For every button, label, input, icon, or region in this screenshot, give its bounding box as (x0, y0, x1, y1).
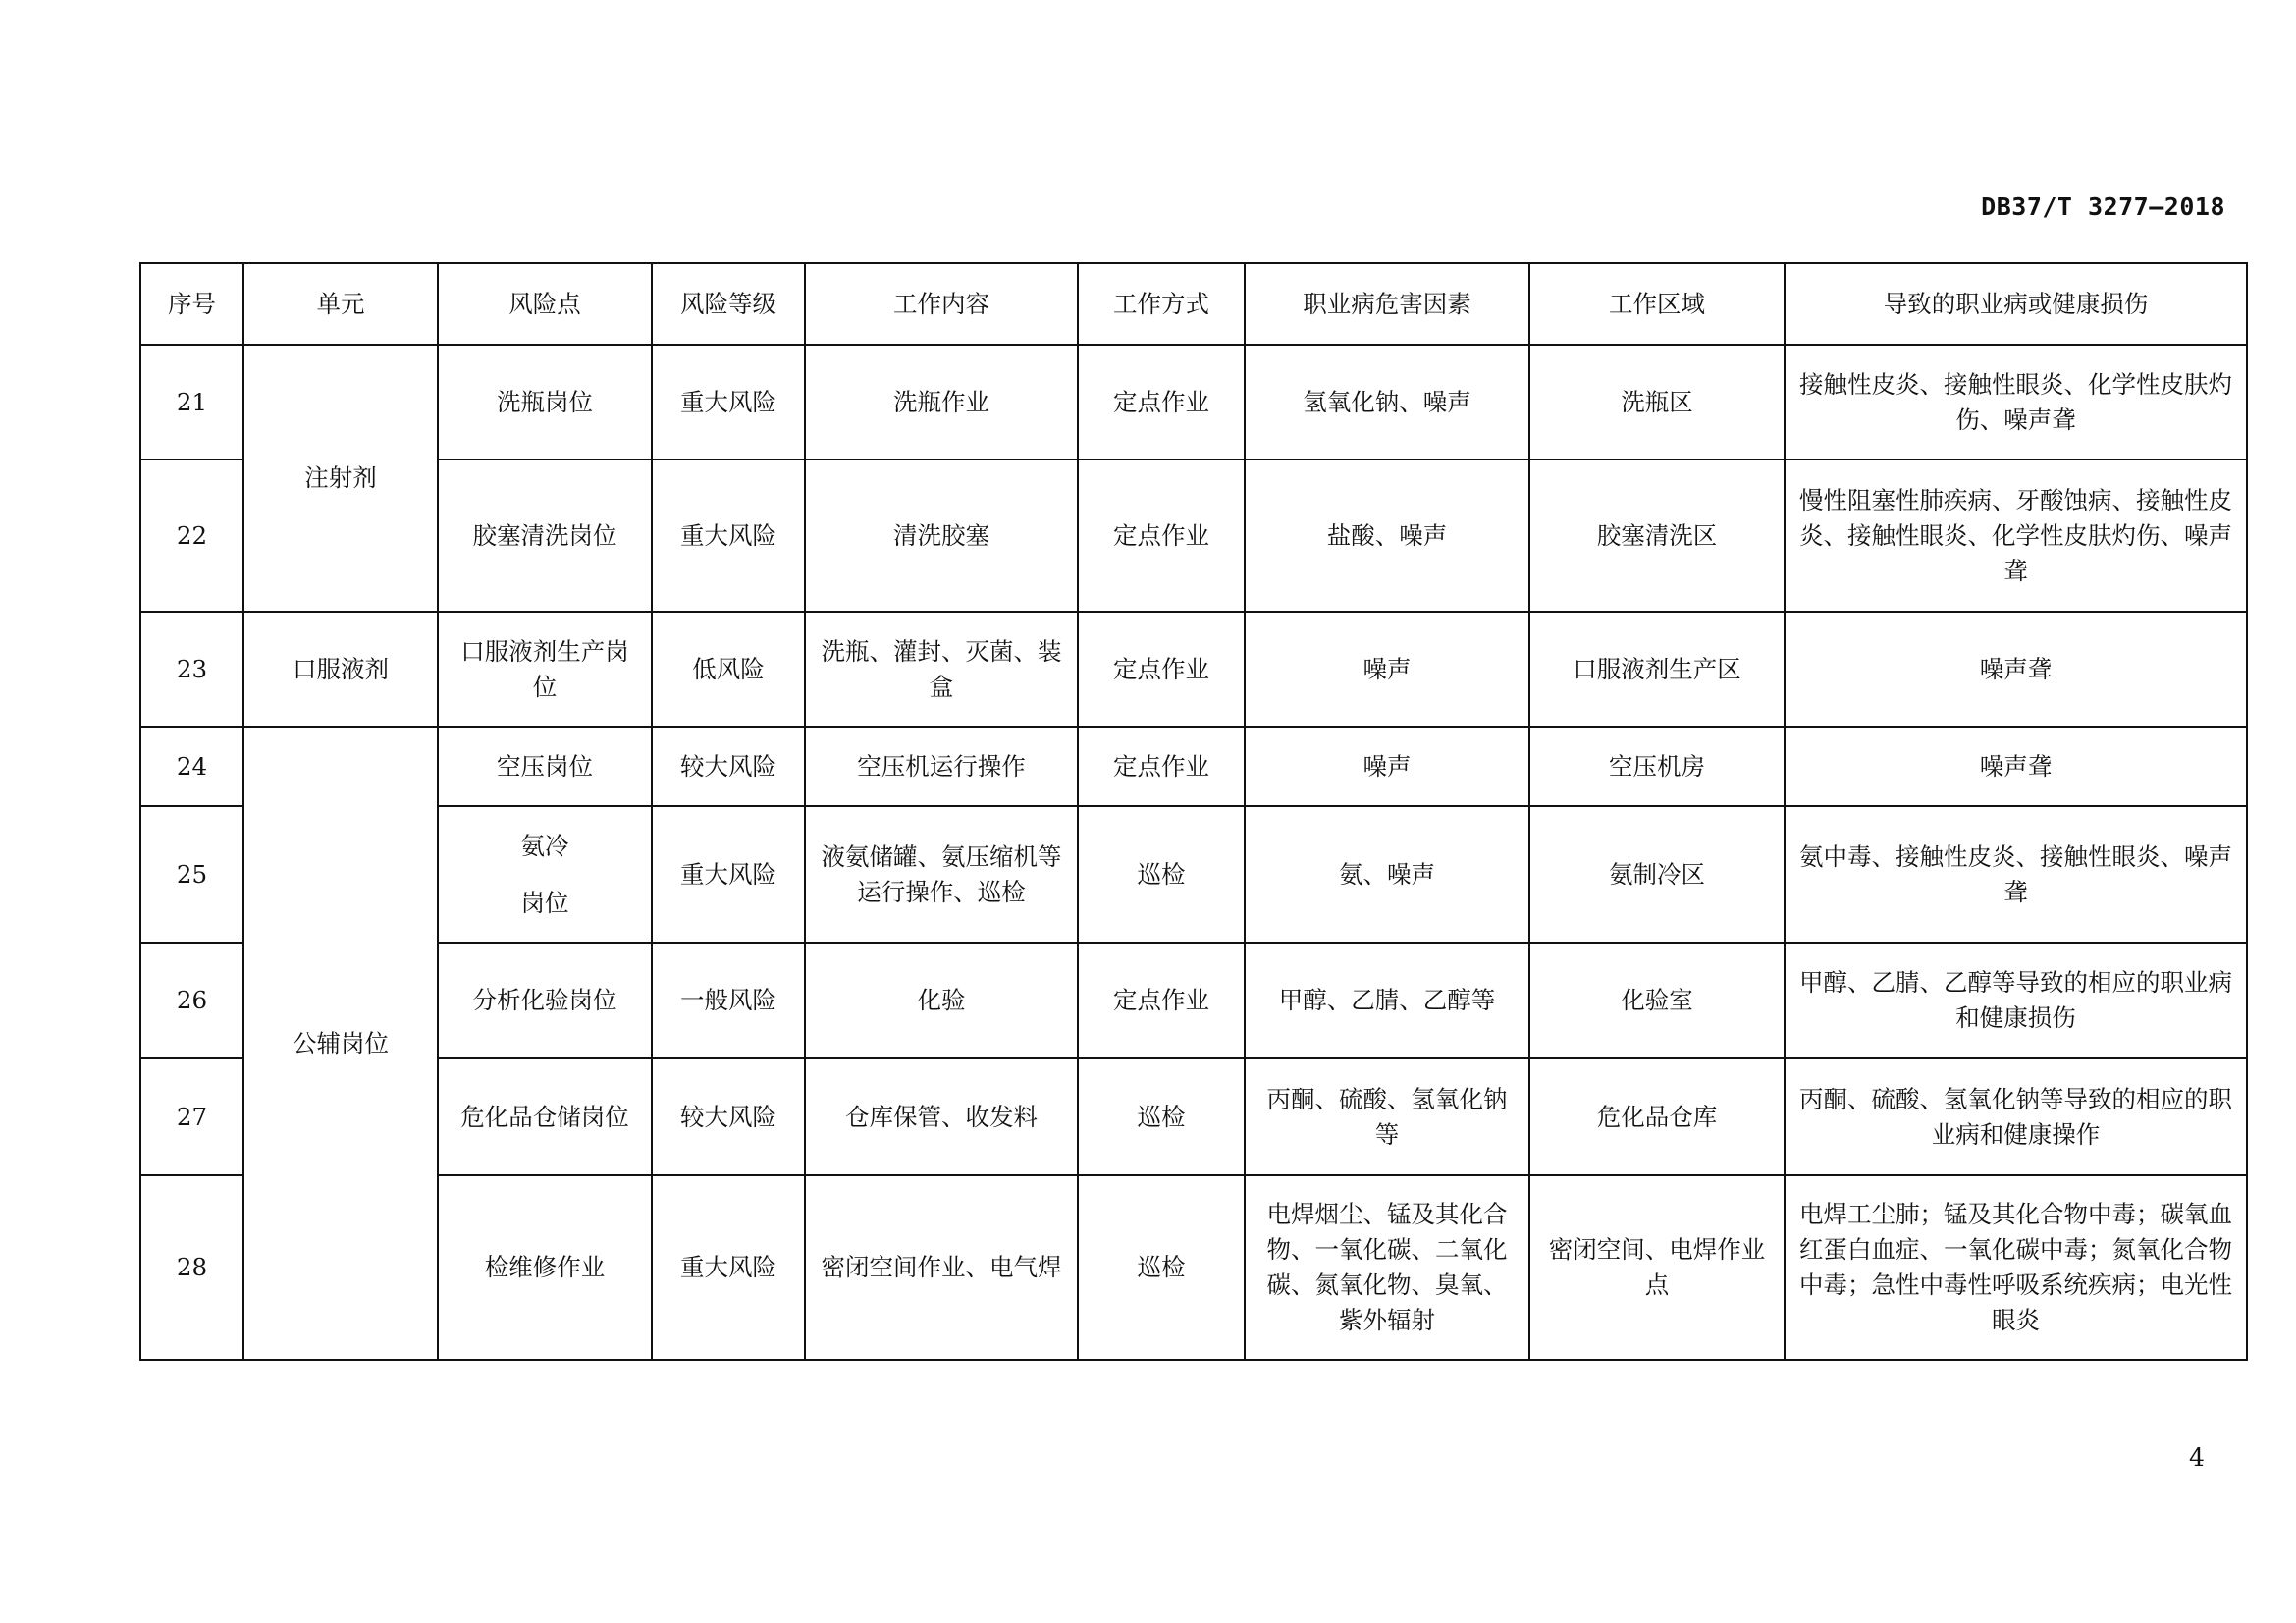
cell-unit: 注射剂 (243, 345, 438, 612)
cell-hazard: 电焊烟尘、锰及其化合物、一氧化碳、二氧化碳、氮氧化物、臭氧、紫外辐射 (1245, 1175, 1529, 1360)
cell-no: 25 (140, 806, 243, 943)
cell-disease: 氨中毒、接触性皮炎、接触性眼炎、噪声聋 (1785, 806, 2247, 943)
cell-work-content: 洗瓶、灌封、灭菌、装盒 (805, 612, 1078, 727)
cell-no: 22 (140, 460, 243, 612)
cell-hazard: 氨、噪声 (1245, 806, 1529, 943)
risk-point-line-1: 氨冷 (520, 831, 569, 860)
cell-risk-point: 危化品仓储岗位 (438, 1058, 652, 1175)
cell-risk-point: 洗瓶岗位 (438, 345, 652, 460)
cell-no: 23 (140, 612, 243, 727)
cell-work-area: 口服液剂生产区 (1529, 612, 1785, 727)
page-number: 4 (2189, 1443, 2205, 1472)
cell-work-content: 液氨储罐、氨压缩机等运行操作、巡检 (805, 806, 1078, 943)
cell-hazard: 丙酮、硫酸、氢氧化钠等 (1245, 1058, 1529, 1175)
cell-work-content: 仓库保管、收发料 (805, 1058, 1078, 1175)
cell-risk-level: 重大风险 (652, 345, 805, 460)
cell-hazard: 氢氧化钠、噪声 (1245, 345, 1529, 460)
col-header-work-area: 工作区域 (1529, 263, 1785, 345)
cell-disease: 噪声聋 (1785, 612, 2247, 727)
cell-work-mode: 定点作业 (1078, 727, 1245, 806)
cell-risk-level: 较大风险 (652, 1058, 805, 1175)
risk-table (139, 262, 2248, 1361)
table-header-row (140, 263, 2247, 345)
cell-work-mode: 定点作业 (1078, 460, 1245, 612)
cell-work-mode: 巡检 (1078, 806, 1245, 943)
cell-work-area: 空压机房 (1529, 727, 1785, 806)
cell-work-content: 空压机运行操作 (805, 727, 1078, 806)
cell-hazard: 噪声 (1245, 727, 1529, 806)
col-header-risk-point: 风险点 (438, 263, 652, 345)
cell-disease: 电焊工尘肺；锰及其化合物中毒；碳氧血红蛋白血症、一氧化碳中毒；氮氧化合物中毒；急性中毒性呼吸系统疾病；电光性眼炎 (1785, 1175, 2247, 1360)
risk-point-line-2: 岗位 (520, 888, 569, 917)
cell-work-content: 化验 (805, 943, 1078, 1058)
cell-risk-level: 低风险 (652, 612, 805, 727)
table-row (140, 943, 2247, 1058)
cell-work-area: 洗瓶区 (1529, 345, 1785, 460)
cell-risk-point: 检维修作业 (438, 1175, 652, 1360)
cell-work-mode: 定点作业 (1078, 345, 1245, 460)
col-header-work-content: 工作内容 (805, 263, 1078, 345)
cell-risk-point: 口服液剂生产岗位 (438, 612, 652, 727)
cell-disease: 接触性皮炎、接触性眼炎、化学性皮肤灼伤、噪声聋 (1785, 345, 2247, 460)
cell-work-content: 清洗胶塞 (805, 460, 1078, 612)
cell-work-area: 胶塞清洗区 (1529, 460, 1785, 612)
cell-unit: 公辅岗位 (243, 727, 438, 1360)
cell-hazard: 盐酸、噪声 (1245, 460, 1529, 612)
cell-hazard: 噪声 (1245, 612, 1529, 727)
table-row (140, 612, 2247, 727)
col-header-work-mode: 工作方式 (1078, 263, 1245, 345)
cell-no: 21 (140, 345, 243, 460)
cell-work-content: 密闭空间作业、电气焊 (805, 1175, 1078, 1360)
standard-code: DB37/T 3277—2018 (1981, 192, 2225, 221)
cell-work-mode: 定点作业 (1078, 943, 1245, 1058)
cell-work-content: 洗瓶作业 (805, 345, 1078, 460)
cell-risk-point (438, 806, 652, 943)
cell-unit: 口服液剂 (243, 612, 438, 727)
table-row (140, 1175, 2247, 1360)
cell-disease: 丙酮、硫酸、氢氧化钠等导致的相应的职业病和健康操作 (1785, 1058, 2247, 1175)
cell-risk-level: 较大风险 (652, 727, 805, 806)
cell-risk-point: 分析化验岗位 (438, 943, 652, 1058)
cell-work-mode: 巡检 (1078, 1058, 1245, 1175)
col-header-unit: 单元 (243, 263, 438, 345)
cell-work-area: 危化品仓库 (1529, 1058, 1785, 1175)
cell-disease: 慢性阻塞性肺疾病、牙酸蚀病、接触性皮炎、接触性眼炎、化学性皮肤灼伤、噪声聋 (1785, 460, 2247, 612)
col-header-risk-level: 风险等级 (652, 263, 805, 345)
col-header-disease: 导致的职业病或健康损伤 (1785, 263, 2247, 345)
cell-disease: 甲醇、乙腈、乙醇等导致的相应的职业病和健康损伤 (1785, 943, 2247, 1058)
col-header-hazard: 职业病危害因素 (1245, 263, 1529, 345)
col-header-no: 序号 (140, 263, 243, 345)
cell-work-mode: 巡检 (1078, 1175, 1245, 1360)
table-row (140, 806, 2247, 943)
cell-work-area: 密闭空间、电焊作业点 (1529, 1175, 1785, 1360)
cell-work-area: 化验室 (1529, 943, 1785, 1058)
cell-work-area: 氨制冷区 (1529, 806, 1785, 943)
cell-hazard: 甲醇、乙腈、乙醇等 (1245, 943, 1529, 1058)
cell-risk-level: 重大风险 (652, 1175, 805, 1360)
table-row (140, 727, 2247, 806)
table-row (140, 1058, 2247, 1175)
cell-risk-level: 重大风险 (652, 806, 805, 943)
cell-no: 24 (140, 727, 243, 806)
cell-risk-point: 胶塞清洗岗位 (438, 460, 652, 612)
cell-no: 28 (140, 1175, 243, 1360)
cell-work-mode: 定点作业 (1078, 612, 1245, 727)
cell-no: 27 (140, 1058, 243, 1175)
cell-disease: 噪声聋 (1785, 727, 2247, 806)
cell-risk-point: 空压岗位 (438, 727, 652, 806)
cell-risk-level: 重大风险 (652, 460, 805, 612)
cell-risk-level: 一般风险 (652, 943, 805, 1058)
table-row (140, 345, 2247, 460)
cell-no: 26 (140, 943, 243, 1058)
table-row (140, 460, 2247, 612)
